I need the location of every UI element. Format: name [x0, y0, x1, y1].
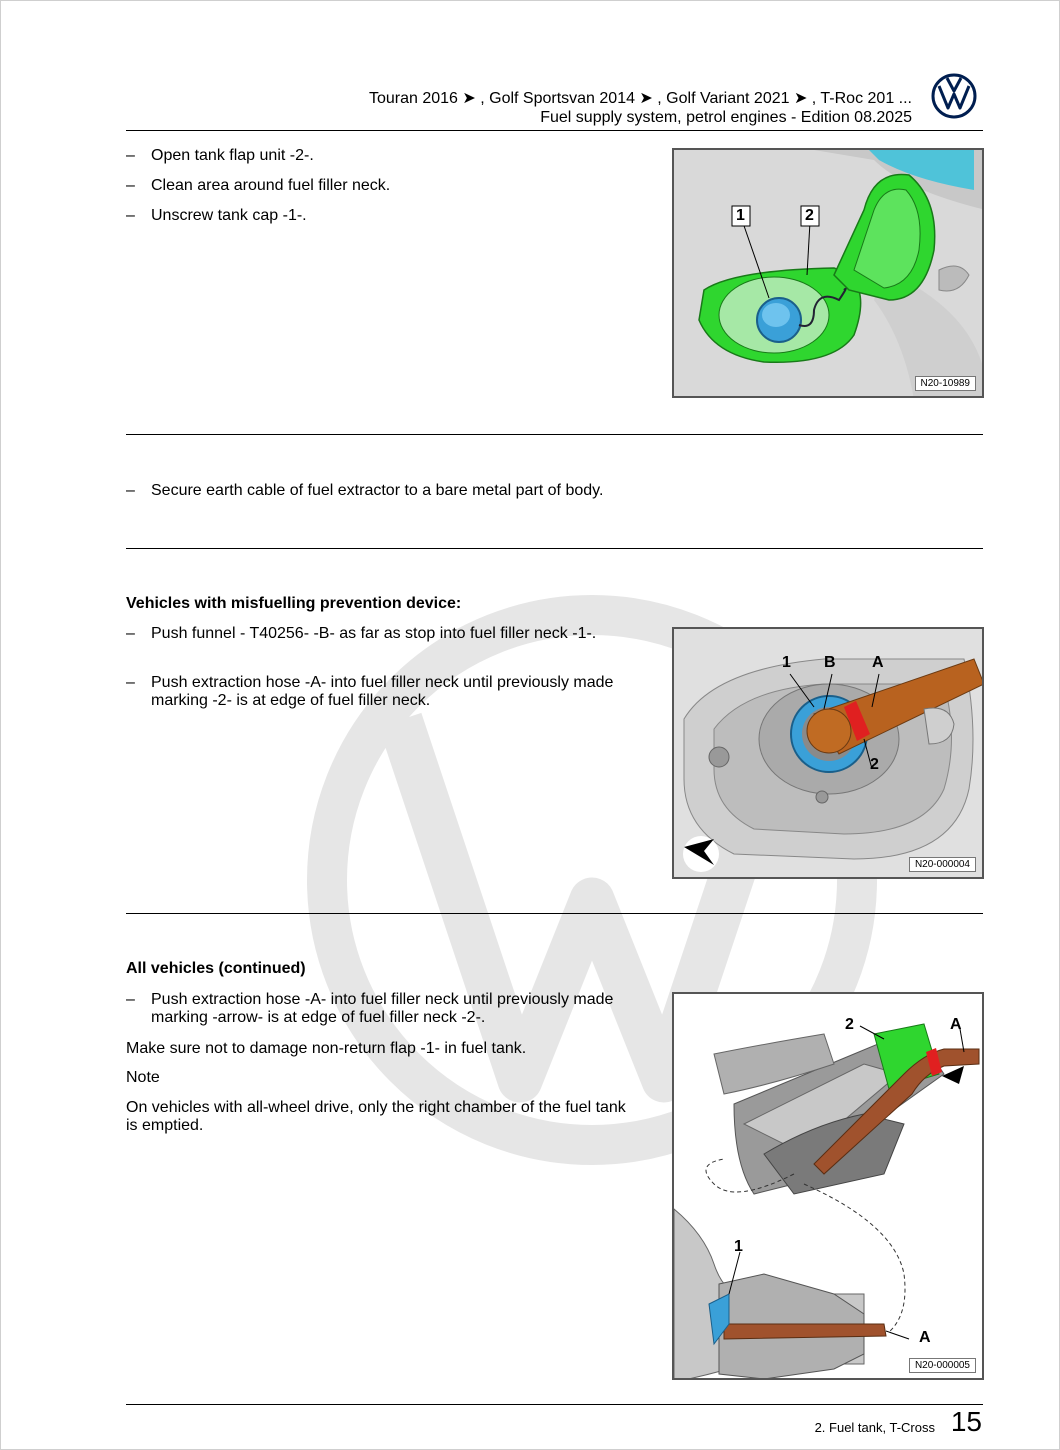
step-item: – Push extraction hose -A- into fuel filler neck until previously made marking -2- is at edge of fuel filler neck.	[126, 674, 614, 709]
section-divider	[126, 548, 983, 549]
callout-1: 1	[734, 1238, 743, 1255]
callout-2: 2	[870, 756, 879, 773]
section-divider	[126, 913, 983, 914]
section-heading: Vehicles with misfuelling prevention device:	[126, 595, 462, 612]
callout-1: 1	[736, 207, 745, 224]
page-number: 15	[950, 1406, 982, 1437]
section-divider	[126, 434, 983, 435]
callout-2: 2	[845, 1016, 854, 1033]
footer-rule	[126, 1404, 983, 1405]
tank-flap-illustration	[674, 150, 984, 398]
note-label: Note	[126, 1069, 160, 1086]
vw-logo-icon	[930, 72, 978, 120]
footer-chapter: 2. Fuel tank, T-Cross	[814, 1420, 935, 1435]
note-text: On vehicles with all-wheel drive, only the right chamber of the fuel tank is emptied.	[126, 1099, 626, 1134]
step-item: – Open tank flap unit -2-.	[126, 147, 314, 164]
header-rule	[126, 130, 983, 131]
extraction-hose-illustration	[674, 994, 984, 1380]
callout-b: B	[824, 654, 836, 671]
header-manual-title: Fuel supply system, petrol engines - Edition 08.2025	[540, 109, 912, 126]
figure-code: N20-10989	[915, 376, 976, 391]
callout-a: A	[919, 1329, 931, 1346]
figure-code: N20-000005	[909, 1358, 976, 1373]
step-item: – Secure earth cable of fuel extractor to a bare metal part of body.	[126, 482, 604, 499]
figure-extraction-hose	[672, 992, 984, 1380]
callout-a: A	[872, 654, 884, 671]
section-heading: All vehicles (continued)	[126, 960, 306, 977]
figure-code: N20-000004	[909, 857, 976, 872]
step-item: – Push funnel - T40256- -B- as far as stop into fuel filler neck -1-.	[126, 625, 597, 642]
header-models: Touran 2016 ➤ , Golf Sportsvan 2014 ➤ , Golf Variant 2021 ➤ , T-Roc 201 ...	[368, 90, 912, 107]
figure-funnel	[672, 627, 984, 879]
step-item: – Push extraction hose -A- into fuel filler neck until previously made marking -arrow- is at edge of fuel filler neck -2-.	[126, 991, 614, 1026]
step-item: – Unscrew tank cap -1-.	[126, 207, 307, 224]
callout-2: 2	[805, 207, 814, 224]
step-item: – Clean area around fuel filler neck.	[126, 177, 391, 194]
callout-a: A	[950, 1016, 962, 1033]
callout-1: 1	[782, 654, 791, 671]
instruction-text: Make sure not to damage non-return flap -1- in fuel tank.	[126, 1040, 527, 1057]
figure-tank-flap	[672, 148, 984, 398]
